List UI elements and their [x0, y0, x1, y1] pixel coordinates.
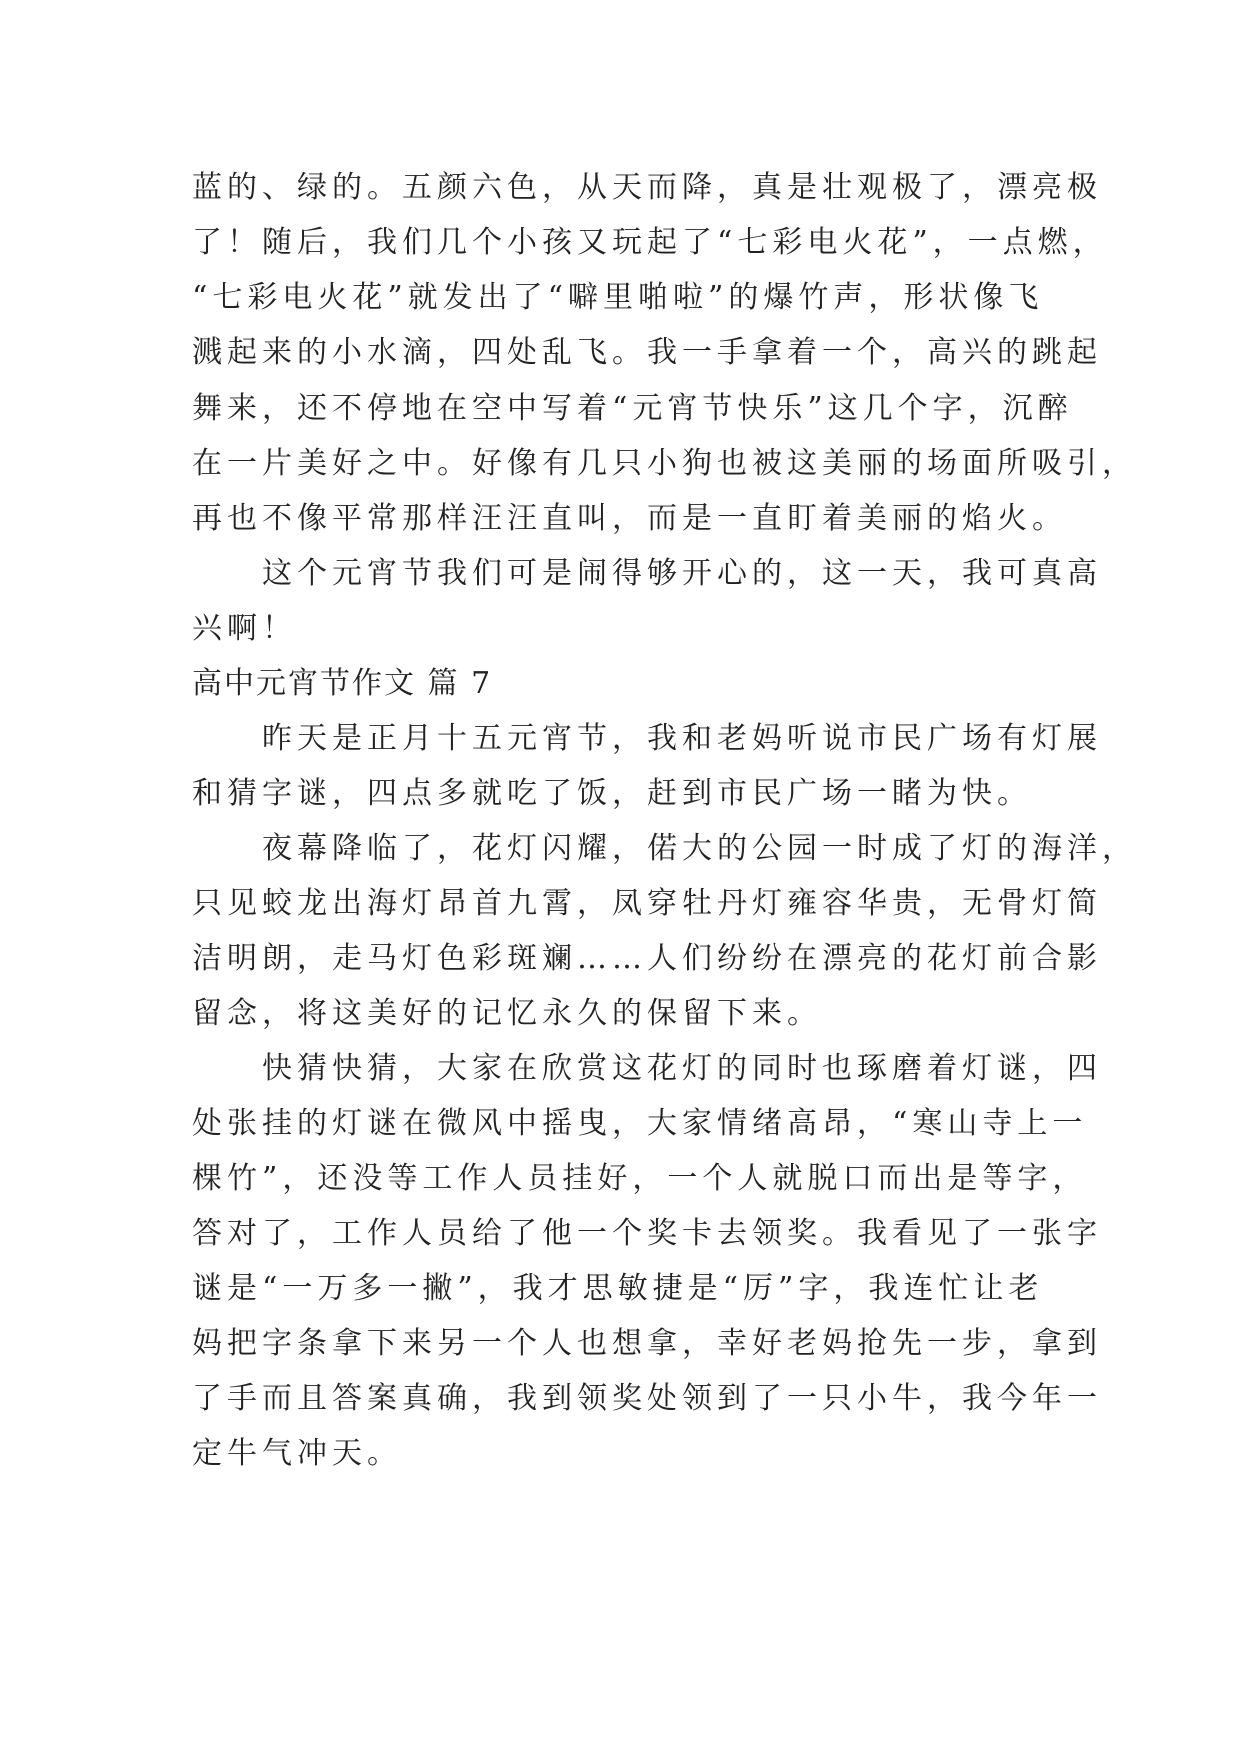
- text-line: 快猜快猜，大家在欣赏这花灯的同时也琢磨着灯谜，四: [192, 1051, 1102, 1086]
- text-line: 洁明朗，走马灯色彩斑斓……人们纷纷在漂亮的花灯前合影: [192, 941, 1102, 976]
- text-line: 夜幕降临了，花灯闪耀，偌大的公园一时成了灯的海洋，: [192, 831, 1137, 866]
- text-line: 谜是“一万多一撇”，我才思敏捷是“厉”字，我连忙让老: [192, 1271, 1044, 1306]
- text-line: 这个元宵节我们可是闹得够开心的，这一天，我可真高: [192, 556, 1102, 591]
- text-line: 答对了，工作人员给了他一个奖卡去领奖。我看见了一张字: [192, 1216, 1102, 1251]
- text-line: 了！随后，我们几个小孩又玩起了“七彩电火花”，一点燃，: [192, 225, 1108, 260]
- text-line: “七彩电火花”就发出了“噼里啪啦”的爆竹声，形状像飞: [192, 280, 1044, 315]
- text-line: 了手而且答案真确，我到领奖处领到了一只小牛，我今年一: [192, 1381, 1102, 1416]
- text-line: 只见蛟龙出海灯昂首九霄，凤穿牡丹灯雍容华贵，无骨灯简: [192, 886, 1102, 921]
- text-line: 昨天是正月十五元宵节，我和老妈听说市民广场有灯展: [192, 721, 1102, 756]
- text-line: 溅起来的小水滴，四处乱飞。我一手拿着一个，高兴的跳起: [192, 335, 1102, 370]
- text-line: 舞来，还不停地在空中写着“元宵节快乐”这几个字，沉醉: [192, 391, 1073, 426]
- text-line: 定牛气冲天。: [192, 1436, 402, 1471]
- section-heading: 高中元宵节作文 篇 7: [192, 666, 493, 701]
- text-line: 蓝的、绿的。五颜六色，从天而降，真是壮观极了，漂亮极: [192, 170, 1102, 205]
- text-line: 处张挂的灯谜在微风中摇曳，大家情绪高昂，“寒山寺上一: [192, 1106, 1088, 1141]
- text-line: 兴啊！: [192, 611, 297, 646]
- text-line: 妈把字条拿下来另一个人也想拿，幸好老妈抢先一步，拿到: [192, 1326, 1102, 1361]
- text-line: 棵竹”，还没等工作人员挂好，一个人就脱口而出是等字，: [192, 1161, 1088, 1196]
- text-line: 再也不像平常那样汪汪直叫，而是一直盯着美丽的焰火。: [192, 501, 1067, 536]
- text-line: 和猜字谜，四点多就吃了饭，赶到市民广场一睹为快。: [192, 776, 1032, 811]
- text-line: 在一片美好之中。好像有几只小狗也被这美丽的场面所吸引，: [192, 446, 1137, 481]
- text-line: 留念，将这美好的记忆永久的保留下来。: [192, 996, 822, 1031]
